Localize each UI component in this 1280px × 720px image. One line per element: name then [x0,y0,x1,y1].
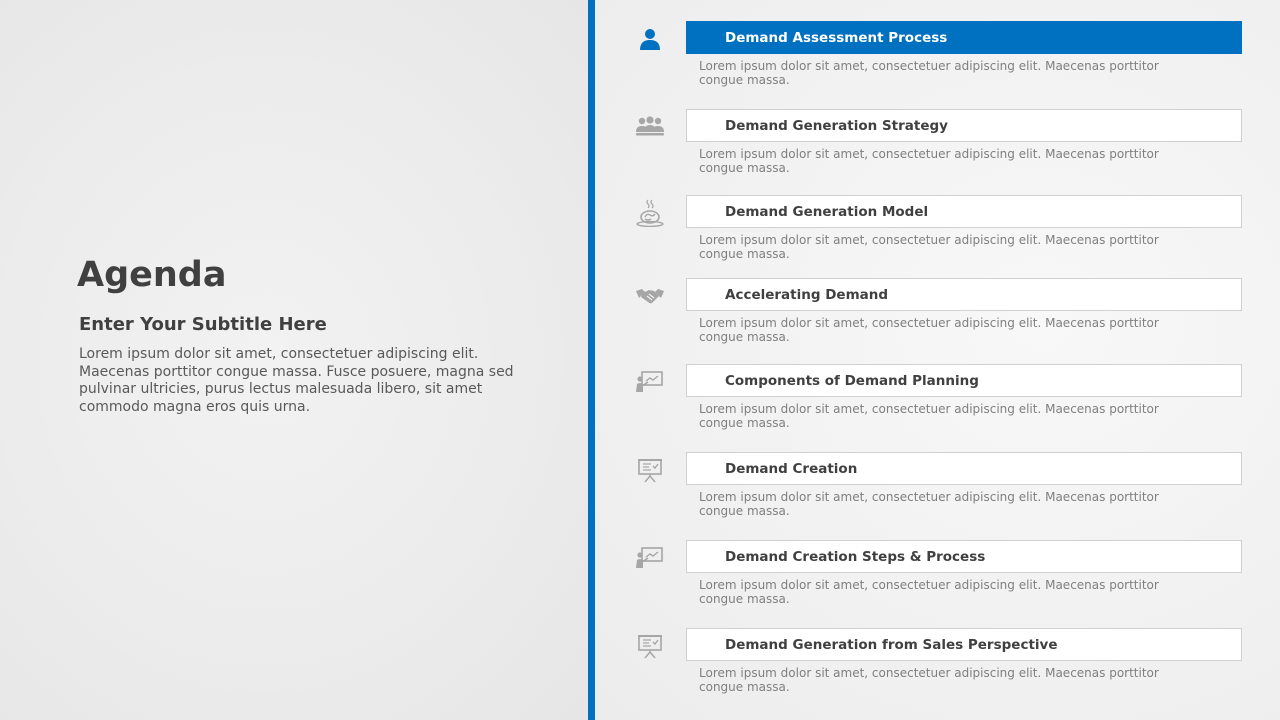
agenda-item-components-of-demand-planning[interactable] [630,364,1244,444]
agenda-item-description: Lorem ipsum dolor sit amet, consectetuer adipiscing elit. Maecenas porttitor congue massa. [699,402,1159,430]
agenda-item-description: Lorem ipsum dolor sit amet, consectetuer adipiscing elit. Maecenas porttitor congue massa. [699,59,1159,87]
agenda-item-description: Lorem ipsum dolor sit amet, consectetuer adipiscing elit. Maecenas porttitor congue massa. [699,490,1159,518]
accent-divider [588,0,595,720]
agenda-item-header[interactable] [686,364,1242,397]
agenda-item-description: Lorem ipsum dolor sit amet, consectetuer adipiscing elit. Maecenas porttitor congue massa. [699,316,1159,344]
agenda-item-demand-creation[interactable] [630,452,1244,532]
agenda-item-header[interactable] [686,628,1242,661]
person-icon [634,25,666,53]
agenda-item-label: Demand Creation Steps & Process [725,548,986,565]
agenda-item-label: Demand Generation from Sales Perspective [725,636,1058,653]
agenda-item-label: Demand Creation [725,460,858,477]
agenda-item-header[interactable] [686,21,1242,54]
agenda-item-description: Lorem ipsum dolor sit amet, consectetuer adipiscing elit. Maecenas porttitor congue massa. [699,666,1159,694]
agenda-item-header[interactable] [686,278,1242,311]
agenda-item-header[interactable] [686,540,1242,573]
agenda-item-description: Lorem ipsum dolor sit amet, consectetuer adipiscing elit. Maecenas porttitor congue massa. [699,233,1159,261]
brain-icon [634,199,666,227]
handshake-icon [634,282,666,310]
presenter-board-icon [634,368,666,396]
agenda-item-accelerating-demand[interactable] [630,278,1244,358]
agenda-item-demand-generation-from-sales-perspective[interactable] [630,628,1244,708]
page-subtitle: Enter Your Subtitle Here [79,314,327,335]
agenda-item-description: Lorem ipsum dolor sit amet, consectetuer adipiscing elit. Maecenas porttitor congue massa. [699,147,1159,175]
agenda-item-demand-assessment-process[interactable] [630,21,1244,101]
agenda-item-demand-creation-steps-process[interactable] [630,540,1244,620]
agenda-item-demand-generation-model[interactable] [630,195,1244,275]
agenda-item-header[interactable] [686,109,1242,142]
easel-icon [634,456,666,484]
agenda-item-header[interactable] [686,452,1242,485]
agenda-item-label: Demand Assessment Process [725,29,948,46]
presenter-board-icon [634,544,666,572]
agenda-item-demand-generation-strategy[interactable] [630,109,1244,189]
intro-text: Lorem ipsum dolor sit amet, consectetuer adipiscing elit. Maecenas porttitor congue massa. Fusce posuere, magna sed pulvinar ultricies, purus lectus malesuada libero, sit amet commodo magna eros quis urna. [79,346,514,415]
agenda-item-label: Demand Generation Strategy [725,117,948,134]
agenda-item-label: Accelerating Demand [725,286,889,303]
page-title: Agenda [77,255,227,295]
agenda-item-description: Lorem ipsum dolor sit amet, consectetuer adipiscing elit. Maecenas porttitor congue massa. [699,578,1159,606]
agenda-item-label: Components of Demand Planning [725,372,979,389]
easel-icon [634,632,666,660]
agenda-item-header[interactable] [686,195,1242,228]
group-icon [634,113,666,141]
agenda-item-label: Demand Generation Model [725,203,929,220]
